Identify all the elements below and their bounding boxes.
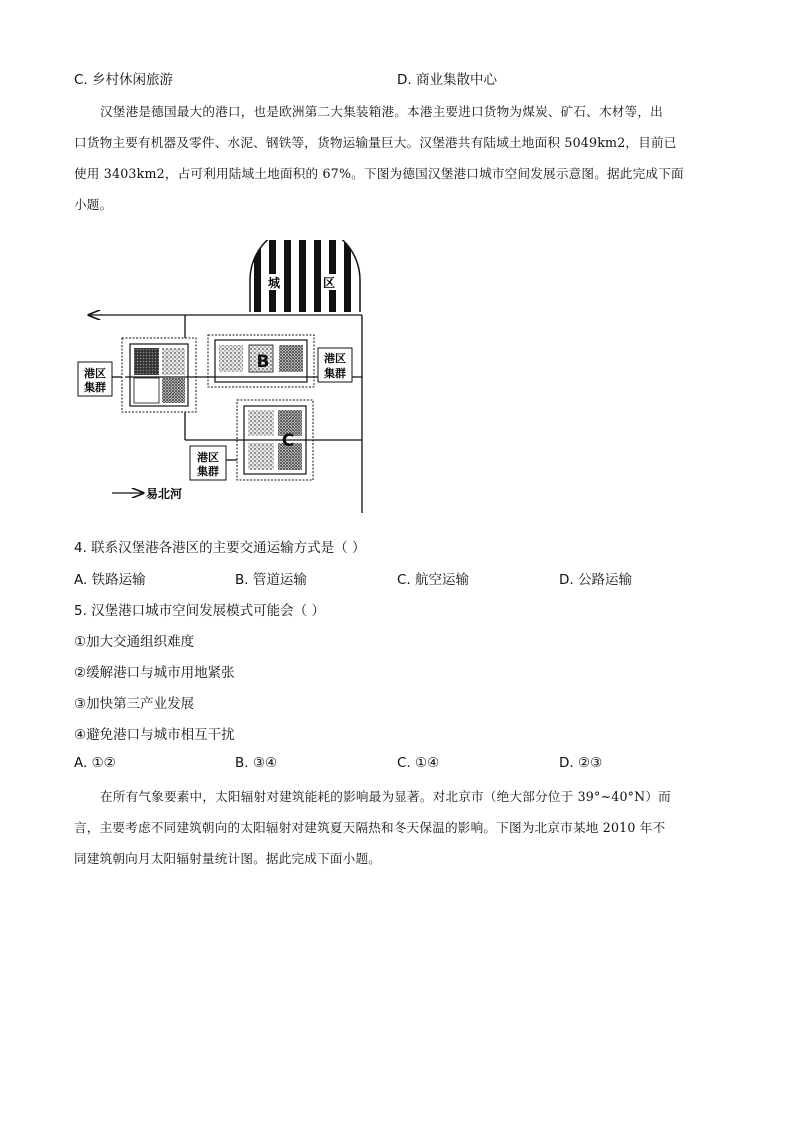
q5-item-2: ②缓解港口与城市用地紧张 xyxy=(74,665,235,681)
passage2-line2: 言，主要考虑不同建筑朝向的太阳辐射对建筑夏天隔热和冬天保温的影响。下图为北京市某地 2010 年不 xyxy=(74,820,666,835)
option-c-prev: C. 乡村休闲旅游 xyxy=(74,72,174,88)
option-d-prev: D. 商业集散中心 xyxy=(397,72,497,88)
passage1-line4: 小题。 xyxy=(74,197,113,212)
hamburg-port-diagram xyxy=(70,240,380,515)
q4-option-b[interactable]: B. 管道运输 xyxy=(235,572,307,588)
q5-item-1: ①加大交通组织难度 xyxy=(74,634,195,650)
label-b: B xyxy=(256,352,270,372)
svg-text:港区: 港区 xyxy=(84,367,106,380)
q4-option-a[interactable]: A. 铁路运输 xyxy=(74,572,146,588)
svg-text:集群: 集群 xyxy=(324,367,346,380)
q4-stem: 4. 联系汉堡港各港区的主要交通运输方式是（ ） xyxy=(74,540,366,556)
city-area xyxy=(250,240,360,312)
label-c: C xyxy=(281,431,295,451)
city-label-right: 区 xyxy=(322,276,336,290)
q4-option-c[interactable]: C. 航空运输 xyxy=(397,572,470,588)
cluster-label-right xyxy=(318,348,352,382)
q5-item-4: ④避免港口与城市相互干扰 xyxy=(74,727,235,743)
svg-text:港区: 港区 xyxy=(324,352,346,365)
q5-option-a[interactable]: A. ①② xyxy=(74,755,116,771)
passage1-line1: 汉堡港是德国最大的港口，也是欧洲第二大集装箱港。本港主要进口货物为煤炭、矿石、木材等，出 xyxy=(100,104,663,119)
passage2-line3: 同建筑朝向月太阳辐射量统计图。据此完成下面小题。 xyxy=(74,851,382,866)
q5-item-3: ③加快第三产业发展 xyxy=(74,696,195,712)
svg-text:集群: 集群 xyxy=(197,465,219,478)
q5-option-b[interactable]: B. ③④ xyxy=(235,755,278,771)
svg-text:港区: 港区 xyxy=(197,451,219,464)
city-label-left: 城 xyxy=(267,276,281,290)
q5-option-c[interactable]: C. ①④ xyxy=(397,755,440,771)
passage1-line3: 使用 3403km2，占可利用陆域土地面积的 67%。下图为德国汉堡港口城市空间发展示意图。据此完成下面 xyxy=(74,166,684,181)
q4-option-d[interactable]: D. 公路运输 xyxy=(559,572,632,588)
port-area-b xyxy=(208,335,314,387)
q5-option-d[interactable]: D. ②③ xyxy=(559,755,603,771)
legend-label: 易北河 xyxy=(146,487,183,501)
port-cluster-left xyxy=(122,338,196,412)
legend-elbe-river xyxy=(112,486,182,501)
svg-text:集群: 集群 xyxy=(84,381,106,394)
port-area-c xyxy=(237,400,313,480)
cluster-label-left xyxy=(78,362,112,396)
passage1-line2: 口货物主要有机器及零件、水泥、钢铁等，货物运输量巨大。汉堡港共有陆域土地面积 5049km2，目前已 xyxy=(74,135,677,150)
passage2-line1: 在所有气象要素中，太阳辐射对建筑能耗的影响最为显著。对北京市（绝大部分位于 39°~40°N）而 xyxy=(100,789,671,804)
cluster-label-bottom xyxy=(190,446,226,480)
q5-stem: 5. 汉堡港口城市空间发展模式可能会（ ） xyxy=(74,603,325,619)
